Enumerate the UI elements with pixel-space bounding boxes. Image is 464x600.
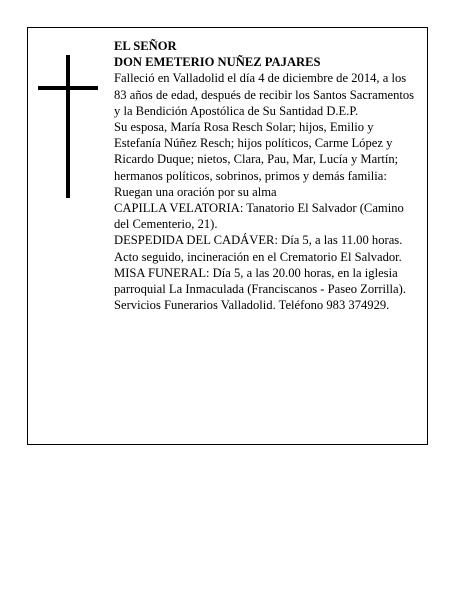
death-paragraph: Falleció en Valladolid el día 4 de diciembre de 2014, a los 83 años de edad, después de recibir los Santos Sacramentos y la Bendición Apostólica de Su Santidad D.E.P. [114, 71, 415, 118]
farewell-paragraph: DESPEDIDA DEL CADÁVER: Día 5, a las 11.00 horas. Acto seguido, incineración en el Crematorio El Salvador. [114, 233, 403, 264]
prayer-line: Ruegan una oración por su alma [114, 184, 277, 199]
notice-title-name: DON EMETERIO NUÑEZ PAJARES [114, 55, 321, 70]
obituary-text [114, 38, 420, 313]
cross-vertical-bar [66, 55, 70, 198]
mass-paragraph: MISA FUNERAL: Día 5, a las 20.00 horas, en la iglesia parroquial La Inmaculada (Franciscanos - Paseo Zorrilla). [114, 265, 406, 297]
cross-horizontal-bar [38, 86, 98, 90]
funeral-services-line: Servicios Funerarios Valladolid. Teléfono 983 374929. [114, 298, 390, 313]
notice-title-line1: EL SEÑOR [114, 39, 177, 53]
chapel-paragraph: CAPILLA VELATORIA: Tanatorio El Salvador (Camino del Cementerio, 21). [114, 201, 404, 232]
family-paragraph: Su esposa, María Rosa Resch Solar; hijos, Emilio y Estefanía Núñez Resch; hijos políticos, Carme López y Ricardo Duque; nietos, Clara, Pau, Mar, Lucía y Martín; hermanos políticos, sobrinos, primos y demás familia: [114, 120, 399, 183]
